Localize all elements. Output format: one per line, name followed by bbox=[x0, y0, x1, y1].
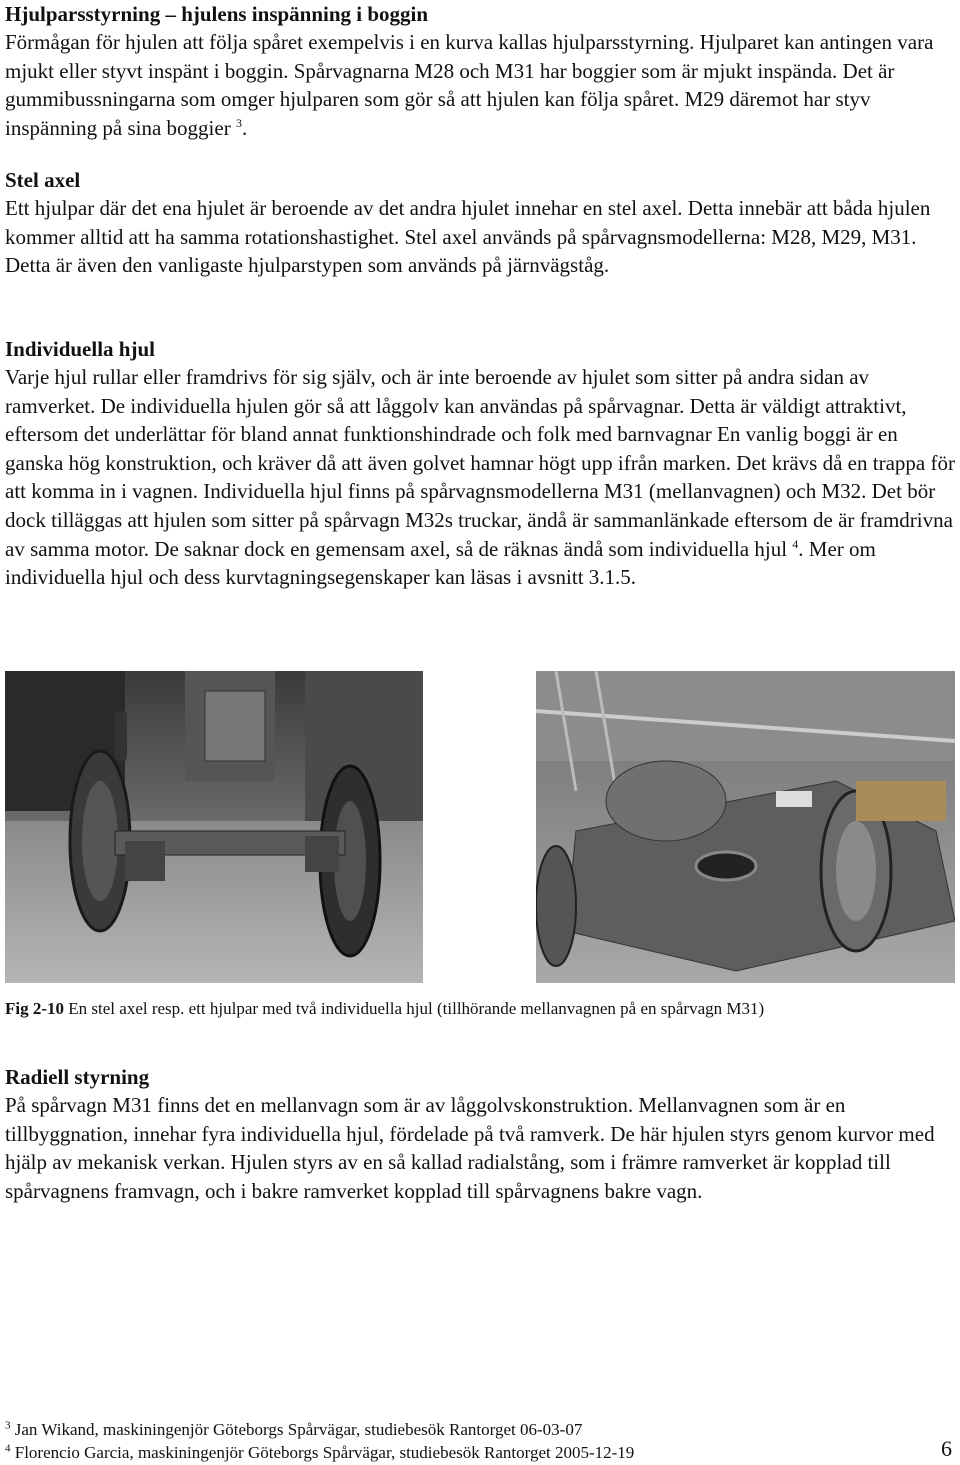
paragraph-stel-axel: Ett hjulpar där det ena hjulet är beroende av det andra hjulet innehar en stel axel. Detta innebär att båda hjulen kommer alltid att ha samma rotationshastighet. Stel axel används på spårvagnsmodellerna: M28, M29, M31. Detta är även den vanligaste hjulparstypen som används på järnvägståg. bbox=[5, 196, 931, 278]
heading-stel-axel: Stel axel bbox=[5, 168, 81, 192]
paragraph-individuella-hjul-tail: . Mer om individuella hjul och dess kurvtagningsegenskaper kan läsas i avsnitt 3.1.5. bbox=[5, 536, 876, 590]
footnote-ref-3: 3 bbox=[235, 115, 242, 130]
paragraph-individuella-hjul-text: Varje hjul rullar eller framdrivs för sig själv, och är inte beroende av hjulet som sitter på andra sidan av ramverket. De individuella hjulen gör så att låggolv kan användas på spårvagnar. Detta är väldigt attraktivt, eftersom det underlättar för bland annat funktionshindrade och folk med barnvagnar En vanlig boggi är en ganska hög konstruktion, och kräver då att även golvet hamnar högt upp ifrån marken. Det krävs då en trappa för att komma in i vagnen. Individuella hjul finns på spårvagnsmodellerna M31 (mellanvagnen) och M32. Det bör dock tilläggas att hjulen som sitter på spårvagn M32s truckar, ändå är sammanlänkade eftersom de är framdrivna av samma motor. De saknar dock en gemensam axel, så de räknas ändå som individuella hjul bbox=[5, 365, 955, 561]
photo-individuella-hjul bbox=[536, 671, 955, 983]
section-radiell-styrning bbox=[5, 1063, 955, 1205]
footnote-3 bbox=[5, 1418, 905, 1441]
section-stel-axel bbox=[5, 166, 955, 280]
figure-label: Fig 2-10 bbox=[5, 999, 65, 1018]
footnote-ref-4: 4 bbox=[792, 536, 799, 551]
heading-hjulparsstyrning: Hjulparsstyrning – hjulens inspänning i boggin bbox=[5, 2, 429, 26]
footnote-3-text: Jan Wikand, maskiningenjör Göteborgs Spårvägar, studiebesök Rantorget 06-03-07 bbox=[14, 1420, 583, 1439]
photo-stel-axel bbox=[5, 671, 423, 983]
section-hjulparsstyrning bbox=[5, 0, 955, 142]
page-number: 6 bbox=[941, 1436, 952, 1461]
paragraph-hjulparsstyrning-text: Förmågan för hjulen att följa spåret exempelvis i en kurva kallas hjulparsstyrning. Hjulparet kan antingen vara mjukt eller styvt inspänt i boggin. Spårvagnarna M28 och M31 har boggier som är mjukt inspända. Det är gummibussningarna som omger hjulparen som gör så att hjulen kan följa spåret. M29 däremot har styv inspänning på sina boggier bbox=[5, 30, 934, 140]
footnote-4 bbox=[5, 1441, 905, 1464]
paragraph-radiell-styrning: På spårvagn M31 finns det en mellanvagn som är av låggolvskonstruktion. Mellanvagnen som är en tillbyggnation, innehar fyra individuella hjul, fördelade på två ramverk. De här hjulen styrs genom kurvor med hjälp av mekanisk verkan. Hjulen styrs av en så kallad radialstång, som i främre ramverket är kopplad till spårvagnens framvagn, och i bakre ramverket kopplad till spårvagnens bakre vagn. bbox=[5, 1093, 935, 1203]
footnote-4-number: 4 bbox=[5, 1442, 11, 1455]
figure-caption-text: En stel axel resp. ett hjulpar med två individuella hjul (tillhörande mellanvagnen på en spårvagn M31) bbox=[64, 999, 765, 1018]
footnote-4-text: Florencio Garcia, maskiningenjör Göteborgs Spårvägar, studiebesök Rantorget 2005-12-19 bbox=[14, 1443, 635, 1462]
footnotes bbox=[5, 1418, 905, 1464]
figure-caption bbox=[5, 998, 955, 1020]
paragraph-hjulparsstyrning bbox=[5, 28, 955, 142]
section-individuella-hjul bbox=[5, 335, 955, 592]
paragraph-individuella-hjul bbox=[5, 363, 955, 592]
heading-individuella-hjul: Individuella hjul bbox=[5, 337, 155, 361]
footnote-3-number: 3 bbox=[5, 1419, 11, 1432]
paragraph-hjulparsstyrning-tail: . bbox=[241, 115, 248, 140]
heading-radiell-styrning: Radiell styrning bbox=[5, 1065, 150, 1089]
